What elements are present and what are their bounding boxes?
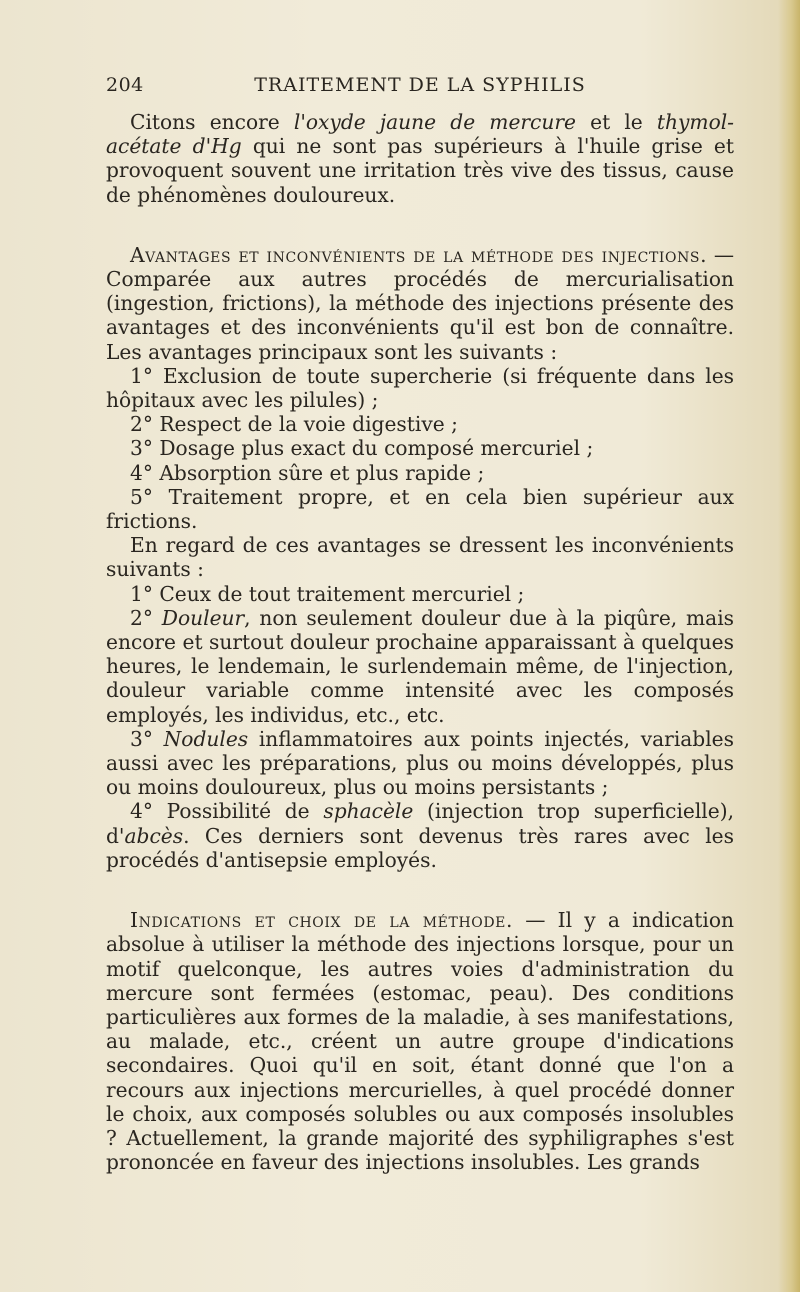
text-span: 4° Possibilité de — [130, 799, 324, 824]
text-span: qui ne sont pas supérieurs à l'huile grise et provoquent souvent une irritation très vive des tissus, cause de phénomènes douloureux. — [106, 134, 734, 207]
section-heading-indications: Indications et choix de la méthode. — [130, 908, 513, 933]
inconvenient-1: 1° Ceux de tout traitement mercuriel ; — [130, 581, 525, 606]
text-span: 2° — [130, 605, 162, 630]
paragraph-inconvenients-intro: En regard de ces avantages se dressent les inconvénients suivants : — [106, 533, 734, 582]
page-number: 204 — [106, 74, 144, 96]
text-span: , non seulement douleur due à la piqûre, mais encore et surtout douleur prochaine apparaissant à quelques heures, le lendemain, le surlendemain même, de l'injection, douleur variable comme intensité avec les composés employés, les individus, etc., etc. — [106, 605, 735, 727]
running-title: TRAITEMENT DE LA SYPHILIS — [254, 74, 586, 96]
inconvenient-2 — [106, 606, 734, 727]
emphasis-nodules: Nodules — [163, 726, 249, 751]
inconvenient-4 — [106, 799, 734, 872]
advantage-3: 3° Dosage plus exact du composé mercuriel ; — [130, 436, 594, 461]
text-span: (injection trop superficielle), d' — [106, 799, 734, 848]
text-span: — Comparée aux autres procédés de mercurialisation (ingestion, frictions), la méthode des injections présente des avantages et des inconvénients qu'il est bon de connaître. Les avantages principaux sont les suivants : — [106, 242, 735, 364]
text-span: . Ces derniers sont devenus très rares avec les procédés d'antisepsie employés. — [106, 823, 734, 872]
text-span: inflammatoires aux points injectés, variables aussi avec les préparations, plus ou moins développés, plus ou moins douloureux, plus ou moins persistants ; — [106, 726, 734, 800]
advantage-5: 5° Traitement propre, et en cela bien supérieur aux frictions. — [106, 484, 734, 534]
emphasis-abces: abcès — [124, 823, 184, 848]
advantage-2: 2° Respect de la voie digestive ; — [130, 412, 458, 437]
emphasis-thymol: thymol-acétate d'Hg — [106, 110, 734, 159]
paragraph-indications — [106, 908, 734, 1174]
inconvenient-3 — [106, 727, 734, 800]
paragraph-citons — [106, 110, 734, 207]
paragraph-avantages — [106, 243, 734, 364]
page-edge — [778, 0, 800, 1292]
section-gap — [106, 872, 734, 908]
section-heading-avantages: Avantages et inconvénients de la méthode des injections. — [130, 242, 708, 267]
text-span: 3° — [130, 726, 164, 751]
emphasis-oxyde: l'oxyde jaune de mercure — [293, 110, 576, 134]
emphasis-douleur: Douleur — [161, 605, 245, 630]
running-header — [106, 74, 734, 102]
text-span: Citons encore — [130, 110, 294, 134]
text-span: — Il y a indication absolue à utiliser la méthode des injections lorsque, pour un motif quelconque, les autres voies d'administration du mercure sont fermées (estomac, peau). Des conditions particulières aux formes de la maladie, à ses manifestations, au malade, etc., créent un autre groupe d'indications secondaires. Quoi qu'il en soit, étant donné que l'on a recours aux injections mercurielles, à quel procédé donner le choix, aux composés solubles ou aux composés insolubles ? Actuellement, la grande majorité des syphiligraphes s'est prononcée en faveur des injections insolubles. Les grands — [106, 908, 734, 1175]
advantage-1: 1° Exclusion de toute supercherie (si fréquente dans les hôpitaux avec les pilules) ; — [106, 363, 734, 413]
emphasis-sphacele: sphacèle — [323, 799, 414, 824]
section-gap — [106, 207, 734, 243]
body-text — [106, 110, 734, 1174]
text-span: et le — [575, 110, 657, 134]
advantage-4: 4° Absorption sûre et plus rapide ; — [130, 460, 485, 485]
